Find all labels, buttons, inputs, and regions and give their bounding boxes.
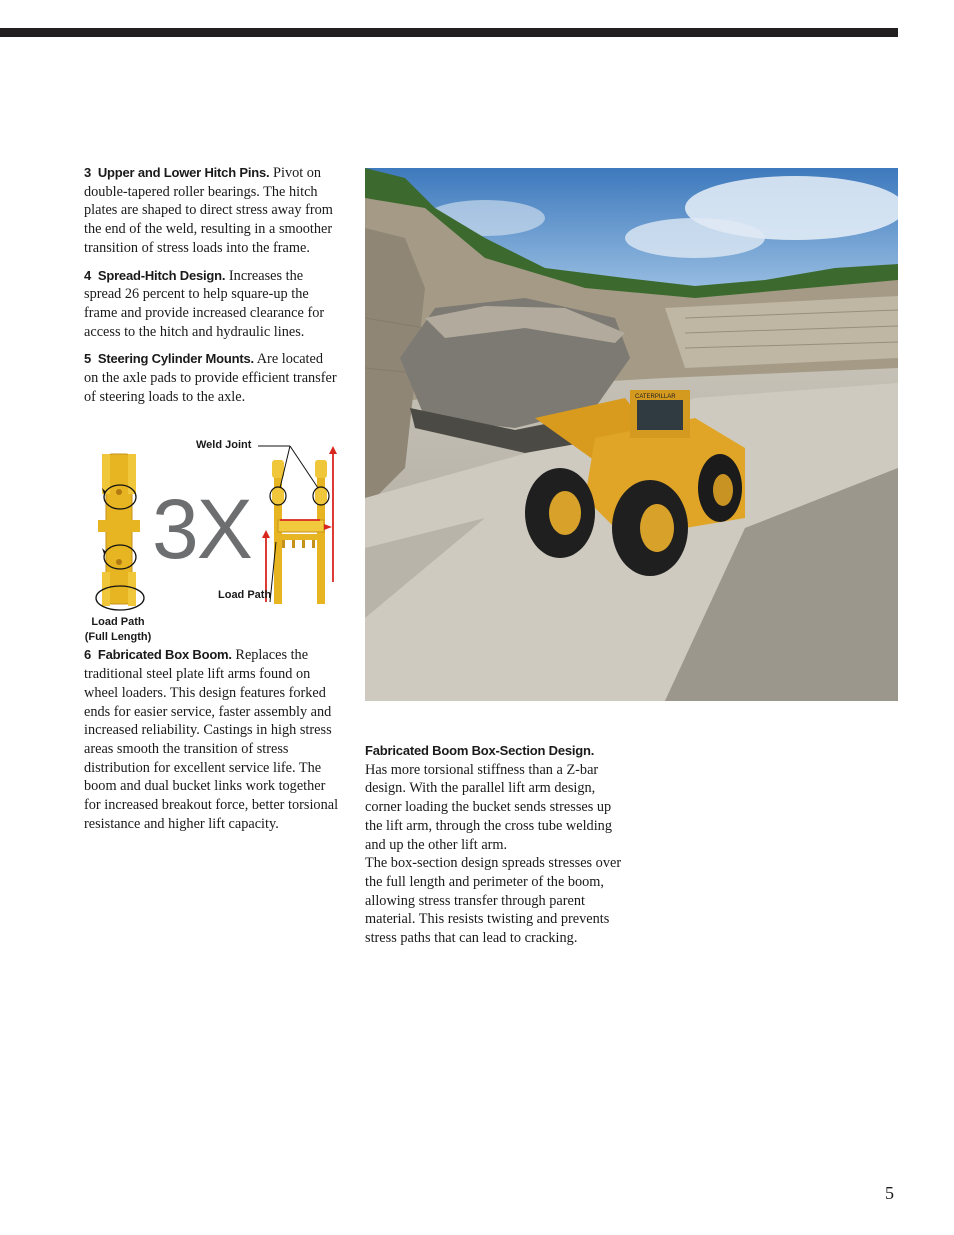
wheel-loader-photo [365, 168, 898, 701]
quarry-scene [365, 168, 898, 701]
page-number: 5 [885, 1183, 894, 1203]
section-5-body: Are located on the axle pads to provide efficient transfer of steering loads to the axle. [84, 351, 337, 405]
section-6 [84, 646, 340, 833]
section-3-body: Pivot on double-tapered roller bearings. The hitch plates are shaped to direct stress away from the end of the weld, resulting in a smoother transition of stress loads into the frame. [84, 165, 333, 256]
caption [365, 742, 625, 948]
caption-body-2: The box-section design spreads stresses over the full length and perimeter of the boom, allowing stress transfer through parent material. This resists twisting and prevents stress paths that can lead to cracking. [365, 855, 622, 947]
weld-joint-label: Weld Joint [196, 439, 252, 451]
load-path-label: Load Path [218, 589, 272, 601]
section-4-body: Increases the spread 26 percent to help square-up the frame and provide increased clearance for access to the hitch and hydraulic lines. [84, 267, 325, 340]
caption-body-1: Has more torsional stiffness than a Z-bar design. With the parallel lift arm design, corner loading the bucket sends stresses up the lift arm, through the cross tube welding and up the other lift arm. [365, 761, 612, 853]
welded-boom-graphic [258, 446, 337, 604]
cab-brand-text: CATERPILLAR [635, 394, 676, 400]
caption-heading: Fabricated Boom Box-Section Design. [365, 743, 595, 758]
load-path-full-length-label: Load Path (Full Length) [84, 616, 152, 643]
section-5-heading: 5 Steering Cylinder Mounts. [84, 351, 254, 367]
section-3-heading: 3 Upper and Lower Hitch Pins. [84, 165, 270, 180]
caption-column [365, 742, 625, 948]
three-x-label: 3X [152, 482, 251, 576]
section-3 [84, 164, 340, 258]
top-rule [0, 28, 898, 37]
section-4-heading: 4 Spread-Hitch Design. [84, 267, 226, 283]
section-4 [84, 267, 340, 342]
full-length-boom-graphic [96, 454, 144, 610]
load-path-diagram [84, 432, 344, 652]
section-6-heading: 6 Fabricated Box Boom. [84, 647, 232, 663]
section-5 [84, 350, 340, 406]
section-6-body: Replaces the traditional steel plate lift arms found on wheel loaders. This design features forked ends for easier service, faster assembly and increased reliability. Castings in high stress areas smooth the transition of stress distribution for excellent service life. The boom and dual bucket links work together for increased breakout force, better torsional resistance and higher lift capacity. [84, 647, 339, 832]
